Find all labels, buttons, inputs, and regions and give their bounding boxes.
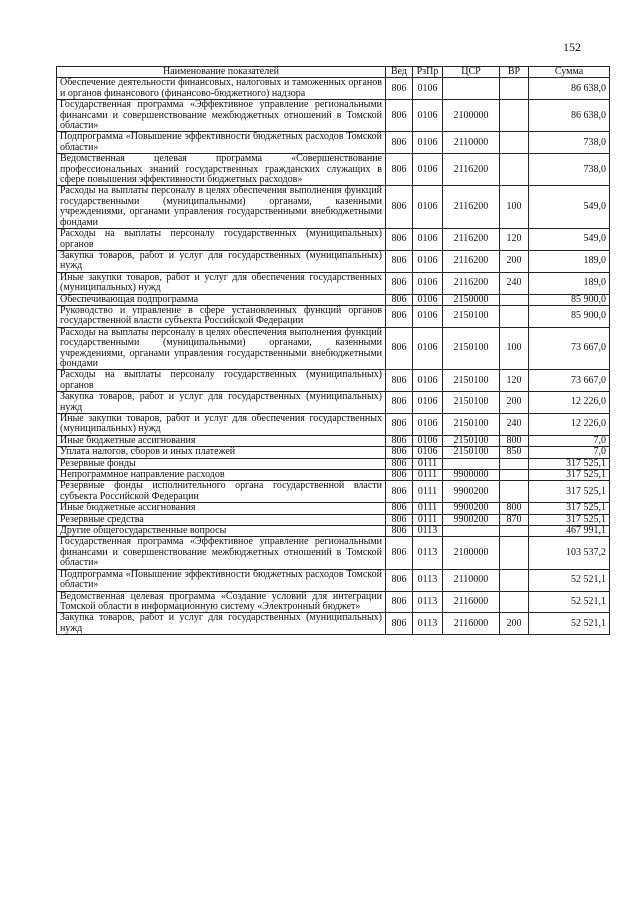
cell-vr: 870 [500,514,529,525]
cell-csr: 2150100 [443,370,500,392]
table-row [57,370,610,392]
cell-rzpr: 0106 [413,132,443,154]
cell-name: Закупка товаров, работ и услуг для государственных (муниципальных) нужд [57,613,386,635]
table-row [57,100,610,132]
cell-sum: 12 226,0 [529,414,610,436]
cell-ved: 806 [386,305,413,327]
cell-vr: 800 [500,503,529,514]
table-row [57,569,610,591]
table-header-row [57,67,610,78]
cell-name: Расходы на выплаты персоналу государственных (муниципальных) органов [57,370,386,392]
cell-name: Иные закупки товаров, работ и услуг для обеспечения государственных (муниципальных) нужд [57,272,386,294]
table-row [57,294,610,305]
table-row [57,392,610,414]
cell-sum: 738,0 [529,132,610,154]
cell-vr: 100 [500,186,529,229]
cell-csr [443,78,500,100]
cell-rzpr: 0106 [413,250,443,272]
cell-name: Расходы на выплаты персоналу государственных (муниципальных) органов [57,229,386,251]
cell-sum: 52 521,1 [529,613,610,635]
cell-ved: 806 [386,370,413,392]
cell-ved: 806 [386,537,413,569]
cell-sum: 738,0 [529,154,610,186]
cell-ved: 806 [386,481,413,503]
table-row [57,591,610,613]
cell-vr [500,526,529,537]
cell-vr: 240 [500,414,529,436]
table-row [57,447,610,458]
cell-sum: 317 525,1 [529,503,610,514]
cell-ved: 806 [386,514,413,525]
cell-csr: 2116000 [443,613,500,635]
cell-csr: 2110000 [443,569,500,591]
table-row [57,537,610,569]
cell-ved: 806 [386,154,413,186]
budget-table [56,66,610,635]
cell-sum: 86 638,0 [529,78,610,100]
header-rzpr: РзПр [413,67,443,78]
cell-name: Иные бюджетные ассигнования [57,503,386,514]
cell-rzpr: 0106 [413,186,443,229]
cell-vr [500,132,529,154]
cell-rzpr: 0111 [413,514,443,525]
header-vr: ВР [500,67,529,78]
cell-name: Обеспечивающая подпрограмма [57,294,386,305]
table-row [57,514,610,525]
header-csr: ЦСР [443,67,500,78]
cell-vr [500,470,529,481]
cell-name: Подпрограмма «Повышение эффективности бюджетных расходов Томской области» [57,132,386,154]
cell-csr: 2116200 [443,250,500,272]
cell-ved: 806 [386,272,413,294]
cell-rzpr: 0113 [413,613,443,635]
cell-csr: 2116200 [443,272,500,294]
cell-name: Резервные средства [57,514,386,525]
table-row [57,470,610,481]
cell-csr [443,526,500,537]
cell-csr: 2150100 [443,447,500,458]
table-row [57,272,610,294]
cell-ved: 806 [386,100,413,132]
table-row [57,414,610,436]
cell-vr: 120 [500,229,529,251]
cell-sum: 52 521,1 [529,591,610,613]
cell-ved: 806 [386,458,413,469]
cell-sum: 549,0 [529,186,610,229]
cell-name: Руководство и управление в сфере установленных функций органов государственной власти субъекта Российской Федерации [57,305,386,327]
cell-vr: 200 [500,613,529,635]
cell-rzpr: 0113 [413,526,443,537]
cell-name: Резервные фонды исполнительного органа государственной власти субъекта Российской Федерации [57,481,386,503]
cell-name: Иные закупки товаров, работ и услуг для обеспечения государственных (муниципальных) нужд [57,414,386,436]
table-row [57,526,610,537]
cell-vr: 200 [500,392,529,414]
cell-name: Обеспечение деятельности финансовых, налоговых и таможенных органов и органов финансового (финансово-бюджетного) надзора [57,78,386,100]
table-row [57,613,610,635]
table-row [57,435,610,446]
cell-sum: 317 525,1 [529,481,610,503]
cell-rzpr: 0106 [413,294,443,305]
cell-sum: 7,0 [529,447,610,458]
cell-ved: 806 [386,613,413,635]
cell-ved: 806 [386,503,413,514]
cell-vr: 850 [500,447,529,458]
cell-sum: 103 537,2 [529,537,610,569]
cell-rzpr: 0111 [413,481,443,503]
cell-sum: 12 226,0 [529,392,610,414]
cell-sum: 73 667,0 [529,327,610,370]
cell-sum: 467 991,1 [529,526,610,537]
cell-ved: 806 [386,78,413,100]
cell-ved: 806 [386,591,413,613]
cell-rzpr: 0111 [413,503,443,514]
cell-csr: 2116200 [443,229,500,251]
cell-rzpr: 0106 [413,370,443,392]
cell-name: Расходы на выплаты персоналу в целях обеспечения выполнения функций государственными (муниципальными) органами, казенными учреждениями, органами управления государственными внебюджетными фондами [57,186,386,229]
cell-name: Резервные фонды [57,458,386,469]
header-sum: Сумма [529,67,610,78]
header-ved: Вед [386,67,413,78]
cell-sum: 73 667,0 [529,370,610,392]
cell-ved: 806 [386,327,413,370]
cell-ved: 806 [386,435,413,446]
cell-vr [500,537,529,569]
cell-name: Ведомственная целевая программа «Создание условий для интеграции Томской области в информационную систему «Электронный бюджет» [57,591,386,613]
table-row [57,503,610,514]
cell-sum: 189,0 [529,272,610,294]
cell-csr: 9900200 [443,503,500,514]
table-row [57,305,610,327]
cell-vr: 200 [500,250,529,272]
cell-ved: 806 [386,294,413,305]
cell-csr: 2150000 [443,294,500,305]
cell-csr: 2150100 [443,392,500,414]
cell-csr [443,458,500,469]
cell-csr: 2116000 [443,591,500,613]
cell-sum: 189,0 [529,250,610,272]
table-row [57,132,610,154]
cell-ved: 806 [386,186,413,229]
cell-sum: 317 525,1 [529,514,610,525]
table-row [57,154,610,186]
cell-name: Уплата налогов, сборов и иных платежей [57,447,386,458]
cell-rzpr: 0106 [413,414,443,436]
cell-ved: 806 [386,250,413,272]
cell-rzpr: 0111 [413,458,443,469]
table-row [57,250,610,272]
cell-csr: 2100000 [443,537,500,569]
cell-name: Ведомственная целевая программа «Совершенствование профессиональных знаний государственных гражданских служащих в сфере повышения эффективности бюджетных расходов» [57,154,386,186]
cell-vr: 240 [500,272,529,294]
cell-name: Другие общегосударственные вопросы [57,526,386,537]
cell-sum: 52 521,1 [529,569,610,591]
cell-rzpr: 0106 [413,435,443,446]
table-row [57,186,610,229]
cell-rzpr: 0113 [413,569,443,591]
table-row [57,458,610,469]
cell-csr: 9900200 [443,514,500,525]
cell-ved: 806 [386,526,413,537]
cell-rzpr: 0106 [413,272,443,294]
cell-name: Государственная программа «Эффективное управление региональными финансами и совершенствование межбюджетных отношений в Томской области» [57,537,386,569]
cell-csr: 2150100 [443,414,500,436]
cell-vr [500,305,529,327]
header-name: Наименование показателей [57,67,386,78]
cell-sum: 549,0 [529,229,610,251]
cell-csr: 2150100 [443,327,500,370]
cell-ved: 806 [386,569,413,591]
cell-csr: 9900000 [443,470,500,481]
cell-name: Закупка товаров, работ и услуг для государственных (муниципальных) нужд [57,250,386,272]
cell-vr: 100 [500,327,529,370]
cell-vr [500,458,529,469]
cell-vr [500,481,529,503]
cell-vr: 120 [500,370,529,392]
cell-ved: 806 [386,447,413,458]
table-row [57,229,610,251]
cell-sum: 317 525,1 [529,458,610,469]
cell-ved: 806 [386,229,413,251]
cell-ved: 806 [386,132,413,154]
cell-vr [500,294,529,305]
cell-rzpr: 0106 [413,447,443,458]
cell-rzpr: 0106 [413,100,443,132]
cell-csr: 2150100 [443,435,500,446]
cell-csr: 2150100 [443,305,500,327]
cell-name: Расходы на выплаты персоналу в целях обеспечения выполнения функций государственными (муниципальными) органами, казенными учреждениями, органами управления государственными внебюджетными фондами [57,327,386,370]
cell-ved: 806 [386,392,413,414]
cell-rzpr: 0106 [413,229,443,251]
table-row [57,78,610,100]
cell-sum: 85 900,0 [529,294,610,305]
cell-sum: 7,0 [529,435,610,446]
cell-name: Непрограммное направление расходов [57,470,386,481]
cell-sum: 86 638,0 [529,100,610,132]
cell-rzpr: 0106 [413,78,443,100]
cell-ved: 806 [386,414,413,436]
cell-name: Иные бюджетные ассигнования [57,435,386,446]
cell-csr: 2110000 [443,132,500,154]
cell-csr: 9900200 [443,481,500,503]
cell-vr [500,78,529,100]
cell-vr [500,100,529,132]
cell-csr: 2100000 [443,100,500,132]
cell-csr: 2116200 [443,154,500,186]
cell-csr: 2116200 [443,186,500,229]
cell-name: Государственная программа «Эффективное управление региональными финансами и совершенствование межбюджетных отношений в Томской области» [57,100,386,132]
cell-rzpr: 0106 [413,305,443,327]
cell-name: Подпрограмма «Повышение эффективности бюджетных расходов Томской области» [57,569,386,591]
cell-sum: 85 900,0 [529,305,610,327]
table-row [57,481,610,503]
cell-rzpr: 0111 [413,470,443,481]
table-row [57,327,610,370]
cell-ved: 806 [386,470,413,481]
cell-rzpr: 0106 [413,392,443,414]
cell-rzpr: 0106 [413,154,443,186]
cell-rzpr: 0113 [413,537,443,569]
cell-name: Закупка товаров, работ и услуг для государственных (муниципальных) нужд [57,392,386,414]
cell-vr [500,591,529,613]
cell-rzpr: 0113 [413,591,443,613]
cell-vr: 800 [500,435,529,446]
page-number: 152 [563,40,581,54]
cell-sum: 317 525,1 [529,470,610,481]
cell-rzpr: 0106 [413,327,443,370]
cell-vr [500,154,529,186]
cell-vr [500,569,529,591]
